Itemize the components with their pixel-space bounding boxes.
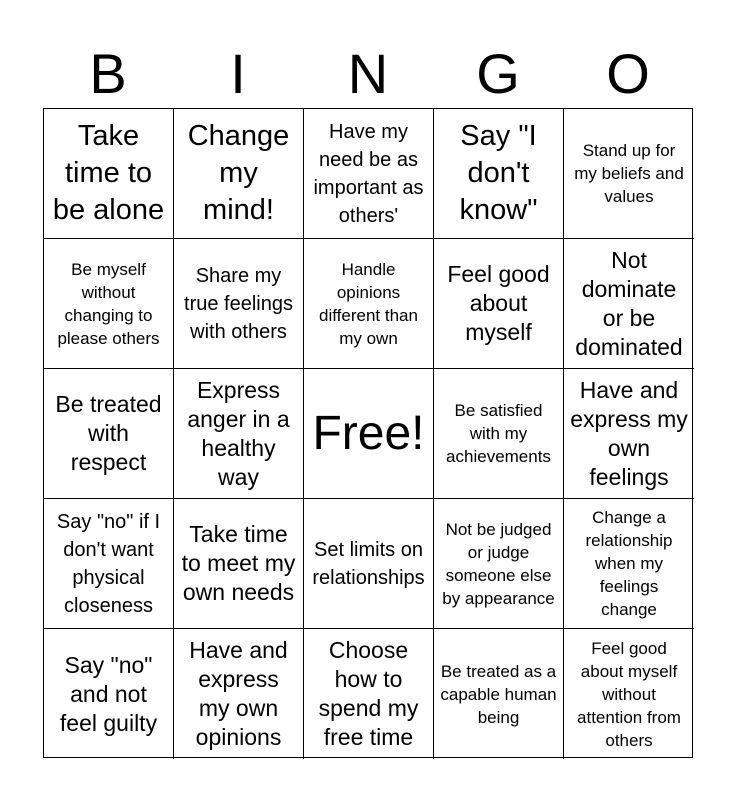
cell-text: Stand up for my beliefs and values [574,141,684,206]
cell-text: Say "I don't know" [459,120,538,226]
cell-text: Change my mind! [187,120,290,226]
bingo-cell[interactable] [434,369,564,499]
free-space-text: Free! [312,406,425,460]
cell-text: Be satisfied with my achievements [446,401,551,466]
bingo-cell[interactable] [44,239,174,369]
bingo-cell[interactable] [174,109,304,239]
bingo-cell[interactable] [564,629,694,759]
header-letter-n: N [347,42,389,105]
cell-text: Be treated with respect [55,391,162,475]
bingo-cell[interactable] [174,629,304,759]
bingo-cell[interactable] [304,629,434,759]
cell-text: Have and express my own feelings [570,376,688,490]
header-letter-o: O [606,42,650,105]
header-letter-g: G [476,42,520,105]
bingo-cell[interactable] [44,369,174,499]
bingo-cell[interactable] [434,109,564,239]
cell-text: Feel good about myself without attention from others [577,638,681,750]
cell-text: Not be judged or judge someone else by appearance [442,519,555,608]
cell-text: Have and express my own opinions [189,637,288,750]
bingo-cell[interactable] [564,499,694,629]
cell-text: Share my true feelings with others [184,264,293,343]
cell-text: Set limits on relationships [312,538,425,589]
bingo-cell[interactable] [434,239,564,369]
bingo-cell[interactable] [44,629,174,759]
bingo-board [43,108,693,758]
bingo-cell[interactable] [434,499,564,629]
bingo-cell[interactable] [564,369,694,499]
bingo-cell[interactable] [564,109,694,239]
cell-text: Handle opinions different than my own [319,259,418,348]
bingo-cell[interactable] [44,499,174,629]
cell-text: Choose how to spend my free time [318,637,419,750]
bingo-cell[interactable] [304,499,434,629]
bingo-cell[interactable] [304,239,434,369]
cell-text: Have my need be as important as others' [313,120,424,227]
cell-text: Take time to be alone [52,120,165,226]
bingo-cell[interactable] [564,239,694,369]
header-letter-i: I [230,42,246,105]
bingo-cell[interactable] [174,499,304,629]
cell-text: Feel good about myself [447,261,550,345]
bingo-cell[interactable] [304,109,434,239]
bingo-cell[interactable] [44,109,174,239]
bingo-cell[interactable] [174,239,304,369]
bingo-header [43,40,693,108]
bingo-cell[interactable] [434,629,564,759]
cell-text: Not dominate or be dominated [575,246,683,360]
cell-text: Say "no" and not feel guilty [59,651,158,736]
cell-text: Be myself without changing to please others [57,259,160,348]
bingo-cell[interactable] [174,369,304,499]
cell-text: Take time to meet my own needs [181,521,296,605]
cell-text: Express anger in a healthy way [187,376,290,490]
header-letter-b: B [89,42,127,105]
cell-text: Be treated as a capable human being [440,661,557,727]
cell-text: Say "no" if I don't want physical closeness [56,510,161,617]
free-space[interactable] [304,369,434,499]
cell-text: Change a relationship when my feelings change [585,508,673,619]
